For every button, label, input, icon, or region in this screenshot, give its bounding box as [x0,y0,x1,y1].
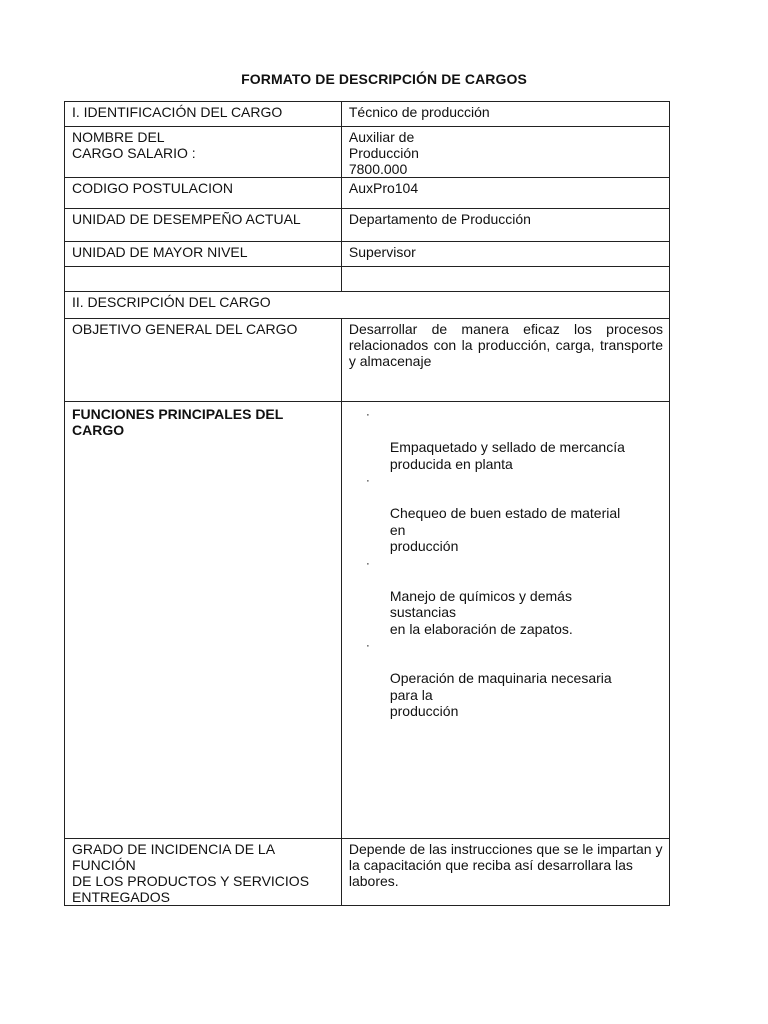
nombre-value: Auxiliar de Producción 7800.000 [341,127,669,178]
identificacion-label: I. IDENTIFICACIÓN DEL CARGO [65,102,342,127]
funcion-text: Empaquetado y sellado de mercancía producida en planta [389,439,625,472]
funcion-text: Manejo de químicos y demás sustancias en la elaboración de zapatos. [389,587,573,637]
bullet-icon: · [365,473,370,487]
funciones-label: FUNCIONES PRINCIPALES DEL CARGO [65,402,342,839]
list-item [349,555,663,638]
blank-cell-left [65,267,342,292]
job-description-table [64,101,670,906]
list-item [349,472,663,555]
row-unidad-mayor [65,242,670,267]
grado-value: Depende de las instrucciones que se le impartan y la capacitación que reciba así desarrollara las labores. [341,839,669,906]
codigo-label: CODIGO POSTULACION [65,178,342,209]
bullet-icon: · [365,407,370,421]
row-funciones [65,402,670,839]
objetivo-value: Desarrollar de manera eficaz los procesos relacionados con la producción, carga, transporte y almacenaje [341,319,669,402]
bullet-icon: · [365,638,370,652]
grado-label: GRADO DE INCIDENCIA DE LA FUNCIÓN DE LOS PRODUCTOS Y SERVICIOS ENTREGADOS [65,839,342,906]
unidad-mayor-value: Supervisor [341,242,669,267]
identificacion-value: Técnico de producción [341,102,669,127]
row-descripcion [65,292,670,319]
objetivo-label: OBJETIVO GENERAL DEL CARGO [65,319,342,402]
row-codigo [65,178,670,209]
row-objetivo [65,319,670,402]
codigo-value: AuxPro104 [341,178,669,209]
unidad-actual-value: Departamento de Producción [341,209,669,242]
list-item [349,637,663,720]
row-nombre [65,127,670,178]
funciones-list [349,406,663,720]
funciones-value [341,402,669,839]
page-title: FORMATO DE DESCRIPCIÓN DE CARGOS [241,71,527,87]
bullet-icon: · [365,555,370,570]
funcion-text: Chequeo de buen estado de material en producción [389,505,621,554]
list-item [349,406,663,472]
row-unidad-actual [65,209,670,242]
funcion-text: Operación de maquinaria necesaria para la producción [389,670,612,719]
unidad-actual-label: UNIDAD DE DESEMPEÑO ACTUAL [65,209,342,242]
unidad-mayor-label: UNIDAD DE MAYOR NIVEL [65,242,342,267]
blank-cell-right [341,267,669,292]
row-grado [65,839,670,906]
nombre-label: NOMBRE DEL CARGO SALARIO : [65,127,342,178]
row-identificacion [65,102,670,127]
row-blank [65,267,670,292]
descripcion-heading: II. DESCRIPCIÓN DEL CARGO [65,292,670,319]
